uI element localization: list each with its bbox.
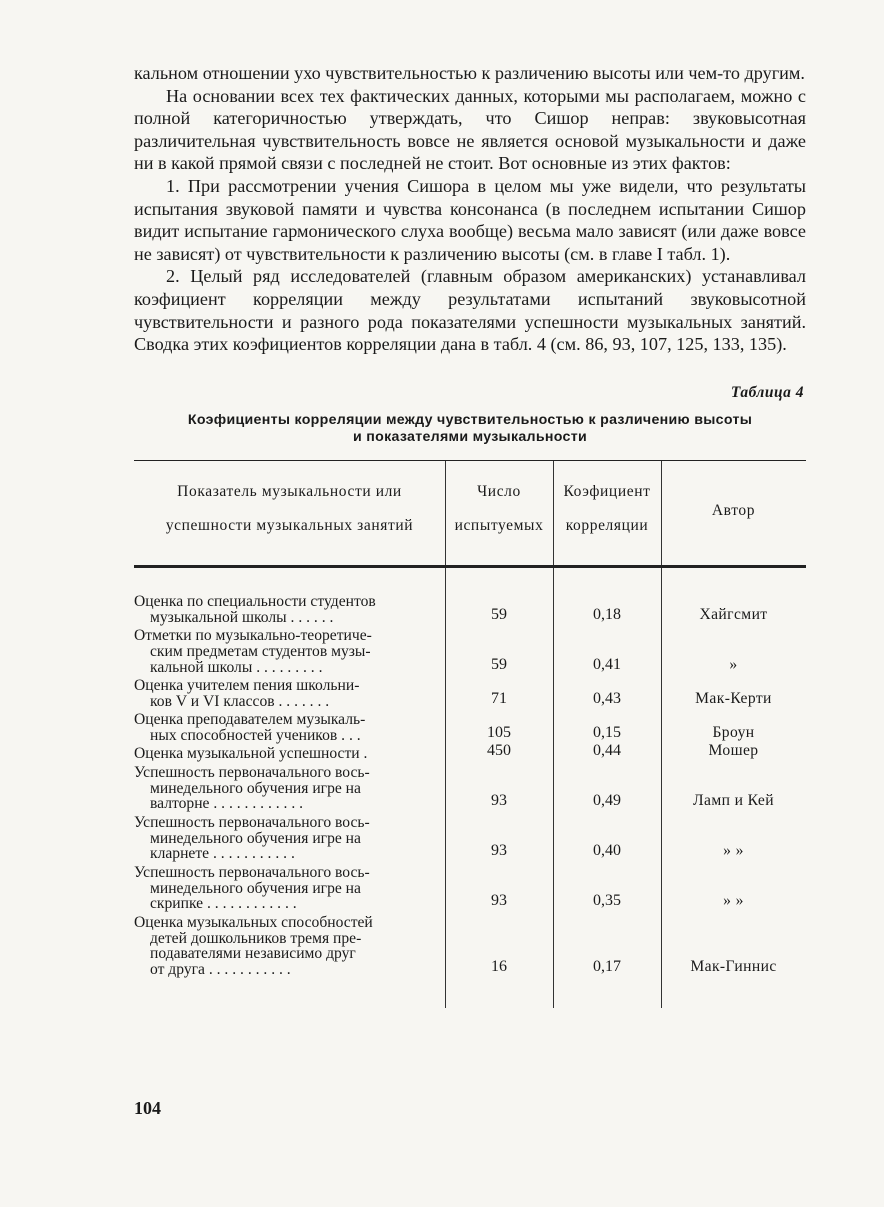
row-label-line: валторне . . . . . . . . . . . . (150, 795, 304, 813)
row-correlation-coefficient: 0,44 (593, 742, 621, 760)
row-subjects-count: 71 (491, 689, 507, 707)
row-label-line: Успешность первоначального вось- (134, 863, 370, 881)
header-author: Автор (711, 501, 756, 519)
row-label-line: скрипке . . . . . . . . . . . . (150, 895, 297, 913)
row-correlation-coefficient: 0,18 (593, 605, 621, 623)
row-indicator-label (134, 865, 440, 912)
row-correlation-coefficient: 0,15 (593, 723, 621, 741)
row-indicator-label (134, 712, 440, 744)
column-divider (553, 568, 554, 1008)
row-correlation-coefficient: 0,40 (593, 842, 621, 860)
row-label-line: ским предметам студентов музы- (150, 642, 371, 660)
paragraph-main-claim: На основании всех тех фактических данных, которыми мы располагаем, можно с полной категоричностью утверждать, что Сишор неправ: звуковысотная различительная чувствительность вовсе не является основой музыкальности и даже ни в какой прямой связи с последней не стоит. Вот основные из этих фактов: (134, 85, 806, 174)
row-indicator-label (134, 678, 440, 710)
row-label-line: ных способностей учеников . . . (150, 726, 361, 744)
paragraph-fact-2: 2. Целый ряд исследователей (главным образом американских) устанавливал коэфициент корреляции между результатами испытаний звуковысотной чувствительности и разного рода показателями успешности музыкальных занятий. Сводка этих коэфициентов корреляции дана в табл. 4 (см. 86, 93, 107, 125, 133, 135). (134, 266, 806, 355)
row-author: Мак-Гиннис (690, 958, 777, 976)
table-title-line-1: Коэфициенты корреляции между чувствительностью к различению высоты (187, 411, 753, 428)
table-header (134, 461, 806, 565)
column-divider (661, 568, 662, 1008)
row-subjects-count: 93 (491, 892, 507, 910)
page-number: 104 (134, 1098, 161, 1118)
row-label-line: Оценка музыкальной успешности . (134, 745, 368, 763)
page-content (134, 62, 806, 1008)
table-label: Таблица 4 (730, 383, 804, 401)
row-label-line: Успешность первоначального вось- (134, 813, 370, 831)
paragraph-continuation: кальном отношении ухо чувствительностью к различению высоты или чем-то другим. (134, 63, 805, 83)
row-indicator-label (134, 815, 440, 862)
row-correlation-coefficient: 0,17 (593, 958, 621, 976)
header-subjects: Число испытуемых (454, 482, 544, 534)
table-body (134, 568, 806, 1008)
row-indicator-label (134, 628, 440, 675)
row-label-line: детей дошкольников тремя пре- (150, 929, 362, 947)
row-author: Мак-Керти (695, 689, 772, 707)
paragraph-fact-1: 1. При рассмотрении учения Сишора в целом мы уже видели, что результаты испытания звуковой памяти и чувства консонанса (в последнем испытании Сишор видит испытание гармонического слуха вообще) весьма мало зависят (или даже вовсе не зависят) от чувствительности к различению высоты (см. в главе I табл. 1). (134, 175, 806, 264)
row-subjects-count: 16 (491, 958, 507, 976)
row-indicator-label (134, 746, 440, 762)
table-title (134, 412, 806, 446)
row-label-line: подавателями независимо друг (150, 945, 356, 963)
row-author: Хайгсмит (699, 605, 768, 623)
row-label-line: Успешность первоначального вось- (134, 763, 370, 781)
row-label-line: Оценка преподавателем музыкаль- (134, 711, 366, 729)
row-label-line: от друга . . . . . . . . . . . (150, 961, 291, 979)
row-subjects-count: 93 (491, 842, 507, 860)
row-author: » » (723, 892, 744, 910)
row-author: Мошер (708, 742, 759, 760)
row-label-line: кларнете . . . . . . . . . . . (150, 845, 295, 863)
row-indicator-label (134, 765, 440, 812)
row-label-line: Оценка музыкальных способностей (134, 913, 373, 931)
row-label-line: ков V и VI классов . . . . . . . (150, 692, 330, 710)
row-correlation-coefficient: 0,41 (593, 655, 621, 673)
row-subjects-count: 59 (491, 605, 507, 623)
row-indicator-label (134, 915, 440, 978)
row-author: Броун (712, 723, 755, 741)
column-divider (445, 568, 446, 1008)
row-subjects-count: 93 (491, 792, 507, 810)
row-author: » (729, 655, 738, 673)
row-subjects-count: 450 (487, 742, 511, 760)
correlation-table (134, 460, 806, 1008)
row-label-line: кальной школы . . . . . . . . . (150, 658, 323, 676)
row-author: » » (723, 842, 744, 860)
row-label-line: музыкальной школы . . . . . . (150, 608, 334, 626)
row-label-line: минедельного обучения игре на (150, 829, 361, 847)
row-label-line: Отметки по музыкально-теоретиче- (134, 626, 372, 644)
row-label-line: Оценка учителем пения школьни- (134, 676, 360, 694)
row-label-line: минедельного обучения игре на (150, 879, 361, 897)
table-title-line-2: и показателями музыкальности (352, 428, 588, 445)
row-subjects-count: 105 (487, 723, 511, 741)
row-author: Ламп и Кей (693, 792, 774, 810)
row-correlation-coefficient: 0,43 (593, 689, 621, 707)
row-correlation-coefficient: 0,49 (593, 792, 621, 810)
row-indicator-label (134, 594, 440, 626)
row-label-line: Оценка по специальности студентов (134, 592, 376, 610)
header-coefficient: Коэфициент корреляции (563, 482, 651, 534)
row-label-line: минедельного обучения игре на (150, 779, 361, 797)
header-indicator: Показатель музыкальности или успешности музыкальных занятий (165, 482, 414, 534)
row-correlation-coefficient: 0,35 (593, 892, 621, 910)
row-subjects-count: 59 (491, 655, 507, 673)
